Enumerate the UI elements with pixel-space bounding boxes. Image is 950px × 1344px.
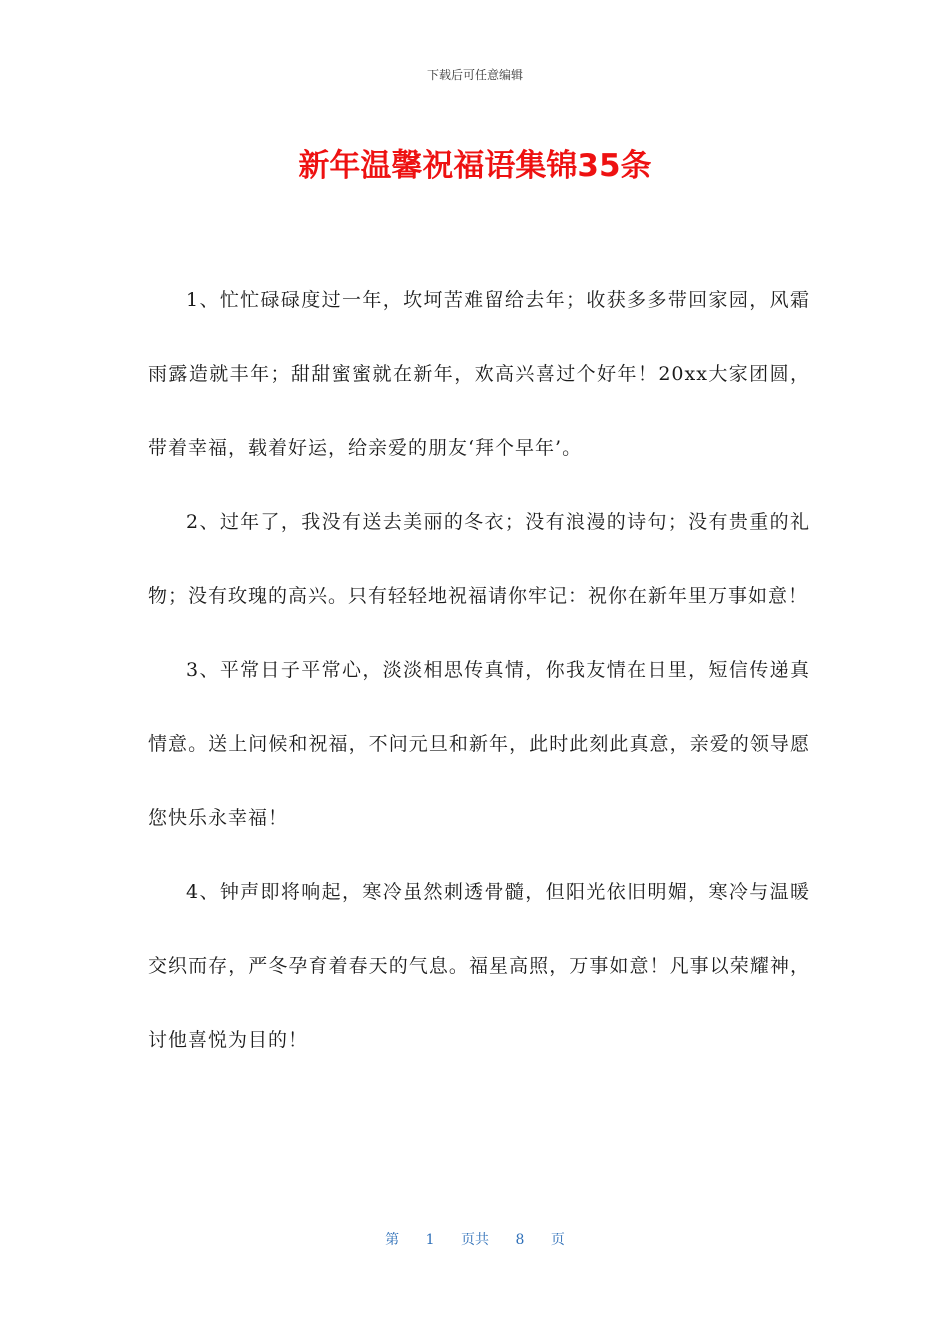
footer-label-page: 第: [385, 1232, 400, 1248]
page-footer: [0, 1230, 950, 1250]
footer-label-total: 页共: [461, 1232, 489, 1248]
footer-total-pages: 8: [515, 1232, 525, 1248]
page-header-note: 下载后可任意编辑: [426, 68, 523, 82]
footer-current-page: 1: [425, 1232, 435, 1248]
paragraph-4: 4、钟声即将响起，寒冷虽然刺透骨髓，但阳光依旧明媚，寒冷与温暖交织而存，严冬孕育着春天的气息。福星高照，万事如意！凡事以荣耀神，讨他喜悦为目的！: [148, 881, 810, 1051]
paragraph-1: 1、忙忙碌碌度过一年，坎坷苦难留给去年；收获多多带回家园，风霜雨露造就丰年；甜甜蜜蜜就在新年，欢高兴喜过个好年！20xx大家团圆，带着幸福，载着好运，给亲爱的朋友‘拜个早年’。: [148, 289, 810, 459]
paragraph-3: 3、平常日子平常心，淡淡相思传真情，你我友情在日里，短信传递真情意。送上问候和祝福，不问元旦和新年，此时此刻此真意，亲爱的领导愿您快乐永幸福！: [148, 659, 810, 829]
document-body: [148, 263, 810, 1077]
document-title: 新年温馨祝福语集锦35条: [298, 148, 652, 184]
footer-label-end: 页: [550, 1232, 565, 1248]
paragraph-2: 2、过年了，我没有送去美丽的冬衣；没有浪漫的诗句；没有贵重的礼物；没有玫瑰的高兴。只有轻轻地祝福请你牢记：祝你在新年里万事如意！: [148, 511, 810, 607]
